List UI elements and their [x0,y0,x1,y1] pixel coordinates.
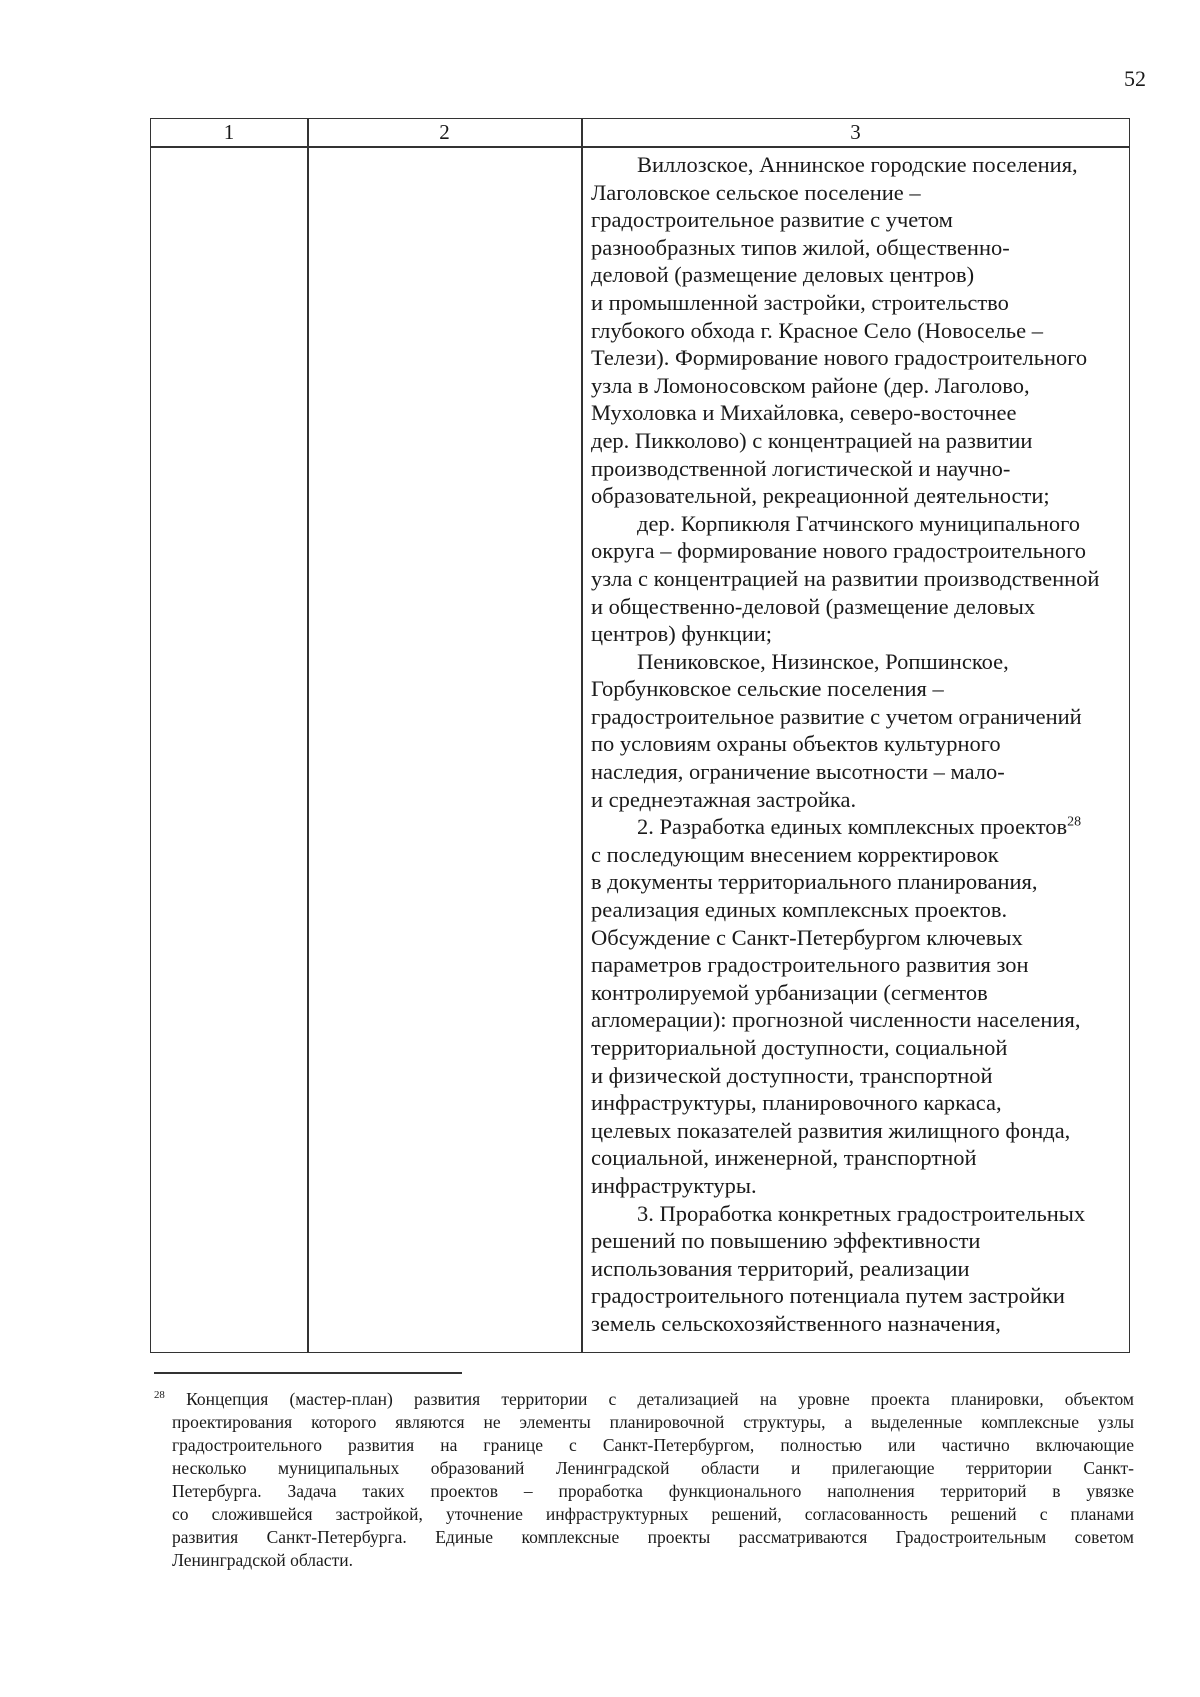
header-cell-3: 3 [850,120,861,144]
footnote-line-text: проектирования которого являются не элементы планировочной структуры, а выделенные комплексные узлы [172,1412,1134,1432]
col3-line-text: образовательной, рекреационной деятельности; [591,483,1050,509]
col3-line-text: Мухоловка и Михайловка, северо-восточнее [591,400,1017,426]
col3-line [591,868,1119,896]
col3-line [591,648,1119,676]
footnote-line [154,1434,1134,1457]
col3-line-text: узла в Ломоносовском районе (дер. Лаголово, [591,372,1030,398]
col3-line-text: и физической доступности, транспортной [591,1062,993,1088]
column-divider-1 [307,119,309,1352]
footnote-separator [154,1372,462,1374]
col3-line [591,979,1119,1007]
col3-line-text: дер. Пикколово) с концентрацией на развитии [591,427,1033,453]
col3-line-text: в документы территориального планирования, [591,869,1038,895]
footnote-line-text: Концепция (мастер-план) развития территории с детализацией на уровне проекта планировки, объектом [186,1389,1135,1409]
col3-line [591,372,1119,400]
col3-line-text: 3. Проработка конкретных градостроительных [637,1200,1086,1226]
col3-line-text: агломерации): прогнозной численности населения, [591,1007,1081,1033]
col3-line [591,924,1119,952]
col3-line [591,565,1119,593]
footnote-reference[interactable]: 28 [1067,814,1082,830]
col3-line-text: по условиям охраны объектов культурного [591,731,1001,757]
col3-line-text: разнообразных типов жилой, общественно- [591,234,1010,260]
footnote-line-text: со сложившейся застройкой, уточнение инфраструктурных решений, согласованность решений с планами [172,1504,1134,1524]
col3-line-text: инфраструктуры. [591,1172,757,1198]
column-divider-2 [581,119,583,1352]
col3-line-text: градостроительное развитие с учетом [591,207,953,233]
page-number: 52 [1124,66,1146,91]
col3-line [591,841,1119,869]
col3-line-text: и среднеэтажная застройка. [591,786,857,812]
col3-line [591,344,1119,372]
col3-line-text: наследия, ограничение высотности – мало- [591,759,1005,785]
header-rule [151,146,1129,148]
col3-line [591,151,1119,179]
col3-line [591,703,1119,731]
col3-line-text: 2. Разработка единых комплексных проектов [637,814,1068,840]
col3-line [591,179,1119,207]
col3-line-text: округа – формирование нового градостроительного [591,538,1087,564]
col3-line-text: социальной, инженерной, транспортной [591,1145,977,1171]
col3-line [591,1062,1119,1090]
footnote [154,1388,1134,1572]
footnote-line-text: градостроительного развития на границе с Санкт-Петербургом, полностью или частично включающие [172,1435,1134,1455]
col3-line [591,1255,1119,1283]
col3-line [591,261,1119,289]
col3-line-text: Обсуждение с Санкт-Петербургом ключевых [591,924,1023,950]
col3-line [591,730,1119,758]
col3-line-text: контролируемой урбанизации (сегментов [591,979,988,1005]
col3-line [591,813,1119,841]
footnote-line-text: несколько муниципальных образований Ленинградской области и прилегающие территории Санкт- [172,1458,1134,1478]
footnote-line [154,1457,1134,1480]
footnote-line [154,1526,1134,1549]
col3-line [591,206,1119,234]
header-cell-1: 1 [223,120,235,144]
col3-line-text: производственной логистической и научно- [591,455,1011,481]
col3-line-text: реализация единых комплексных проектов. [591,897,1008,923]
column-3-text [591,151,1119,1338]
col3-line-text: Пениковское, Низинское, Ропшинское, [637,648,1009,674]
col3-line-text: решений по повышению эффективности [591,1228,981,1254]
col3-line [591,593,1119,621]
col3-line [591,1200,1119,1228]
col3-line-text: Лаголовское сельское поселение – [591,179,921,205]
col3-line [591,1117,1119,1145]
col3-line [591,399,1119,427]
col3-line [591,289,1119,317]
col3-line [591,620,1119,648]
col3-line-text: параметров градостроительного развития зон [591,952,1029,978]
footnote-line [154,1503,1134,1526]
col3-line [591,1144,1119,1172]
header-cell-2: 2 [439,120,450,144]
col3-line [591,1310,1119,1338]
footnote-line-text: развития Санкт-Петербурга. Единые комплексные проекты рассматриваются Градостроительным советом [172,1527,1134,1547]
col3-line-text: градостроительное развитие с учетом ограничений [591,703,1082,729]
col3-line [591,758,1119,786]
col3-line-text: и промышленной застройки, строительство [591,289,1009,315]
col3-line [591,537,1119,565]
col3-line-text: и общественно-деловой (размещение деловых [591,593,1036,619]
col3-line-text: территориальной доступности, социальной [591,1035,1008,1060]
col3-line [591,1172,1119,1200]
col3-line [591,427,1119,455]
col3-line-text: глубокого обхода г. Красное Село (Новоселье – [591,317,1044,343]
col3-line [591,1282,1119,1310]
col3-line-text: с последующим внесением корректировок [591,841,999,867]
col3-line [591,510,1119,538]
footnote-line-text: Ленинградской области. [172,1550,353,1570]
footnote-marker: 28 [154,1389,165,1402]
footnote-line-text: Петербурга. Задача таких проектов – проработка функционального наполнения территорий в увязке [172,1481,1134,1501]
col3-line [591,1089,1119,1117]
footnote-line [154,1480,1134,1503]
col3-line-text: Виллозское, Аннинское городские поселения, [637,152,1078,177]
col3-line-text: целевых показателей развития жилищного фонда, [591,1117,1071,1143]
col3-line-text: использования территорий, реализации [591,1255,970,1281]
col3-line [591,1006,1119,1034]
col3-line [591,951,1119,979]
footnote-line [154,1388,1134,1411]
col3-line [591,786,1119,814]
col3-line-text: узла с концентрацией на развитии производственной [591,565,1100,591]
col3-line [591,896,1119,924]
col3-line-text: градостроительного потенциала путем застройки [591,1283,1065,1309]
col3-line [591,317,1119,345]
col3-line-text: Телези). Формирование нового градостроительного [591,345,1088,371]
col3-line [591,1034,1119,1062]
col3-line [591,455,1119,483]
col3-line [591,234,1119,262]
footnote-line [154,1411,1134,1434]
footnote-line [154,1549,1134,1572]
document-table [150,118,1130,1353]
col3-line-text: дер. Корпикюля Гатчинского муниципального [637,510,1081,536]
col3-line [591,482,1119,510]
col3-line [591,675,1119,703]
col3-line-text: центров) функции; [591,621,773,647]
col3-line-text: Горбунковское сельские поселения – [591,676,944,702]
col3-line-text: инфраструктуры, планировочного каркаса, [591,1090,1002,1116]
col3-line [591,1227,1119,1255]
col3-line-text: земель сельскохозяйственного назначения, [591,1310,1001,1336]
col3-line-text: деловой (размещение деловых центров) [591,262,975,288]
